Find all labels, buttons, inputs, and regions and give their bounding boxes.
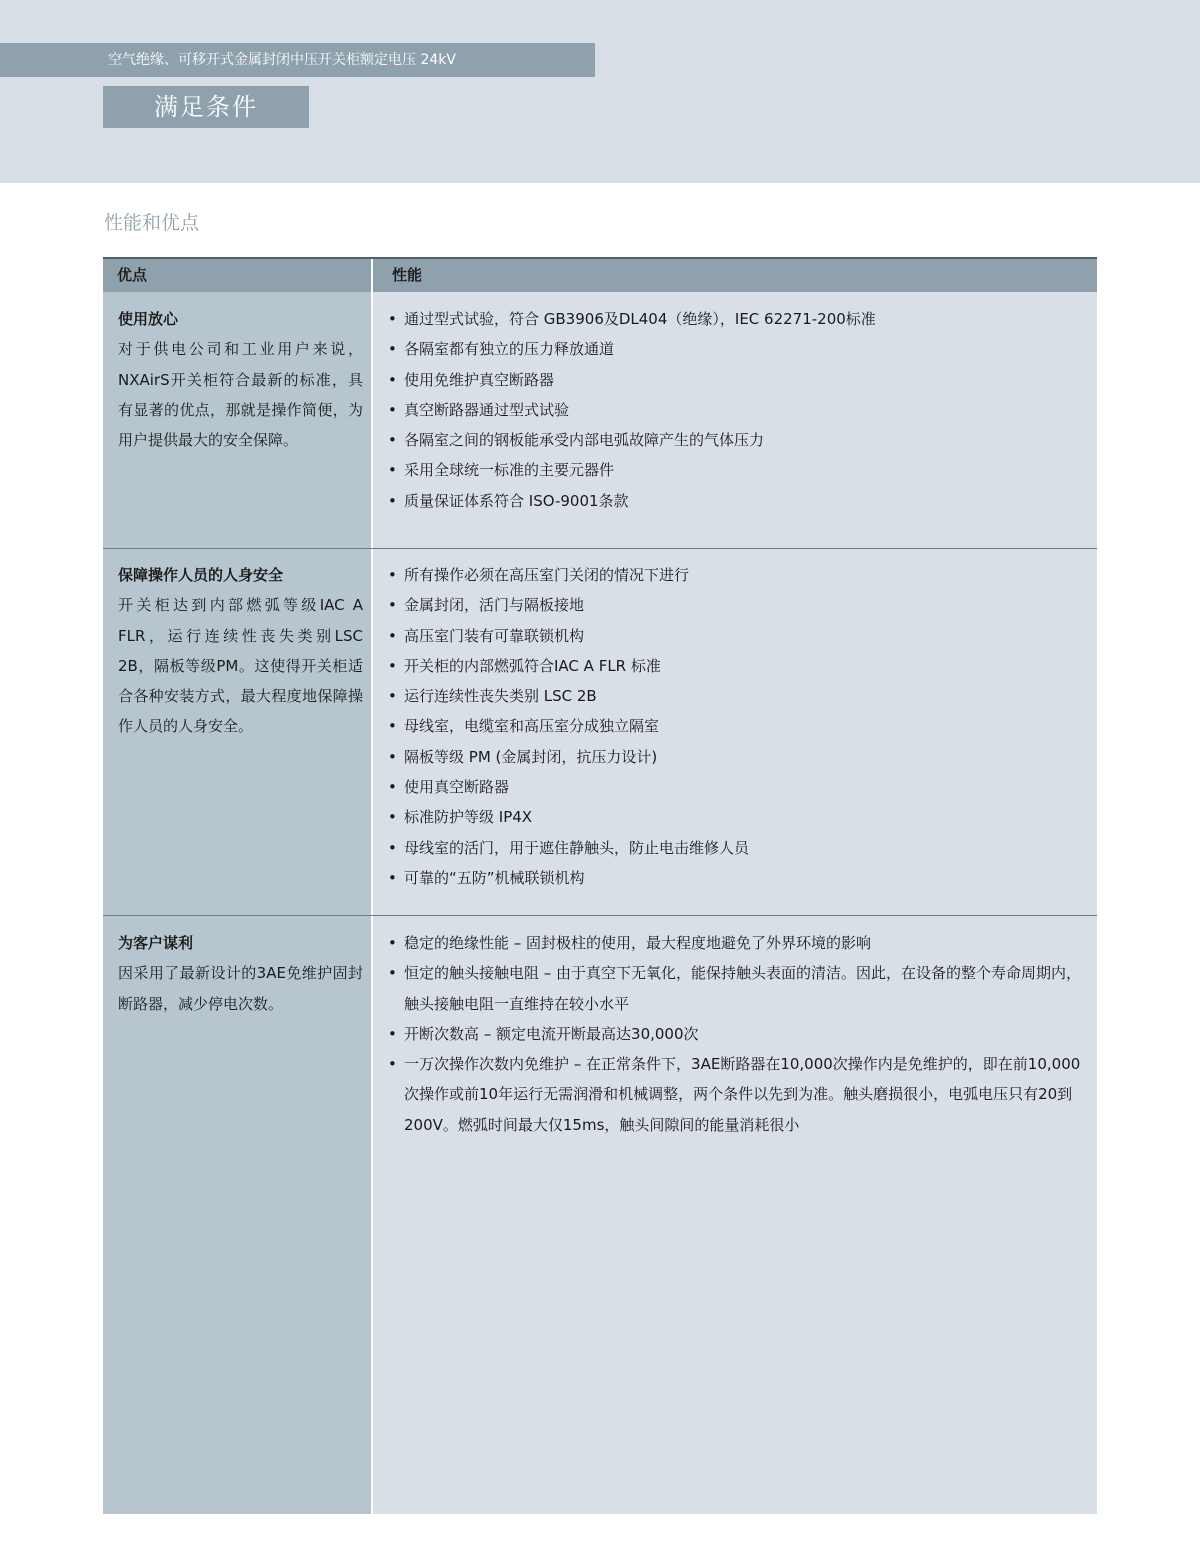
table-header — [103, 259, 1097, 292]
advantage-title: 使用放心 — [118, 310, 179, 328]
features-table — [103, 257, 1097, 1514]
performance-list — [386, 928, 1086, 1140]
list-item: • 隔板等级 PM (金属封闭，抗压力设计) — [386, 742, 1086, 772]
list-item: • 使用真空断路器 — [386, 772, 1086, 802]
list-item: • 通过型式试验，符合 GB3906及DL404（绝缘），IEC 62271-200标准 — [386, 304, 1086, 334]
advantage-description: 开关柜达到内部燃弧等级IAC A FLR，运行连续性丧失类别LSC 2B，隔板等级PM。这使得开关柜适合各种安装方式，最大程度地保障操作人员的人身安全。 — [118, 596, 363, 736]
list-item: • 母线室，电缆室和高压室分成独立隔室 — [386, 711, 1086, 741]
list-item: • 采用全球统一标准的主要元器件 — [386, 455, 1086, 485]
list-item: • 使用免维护真空断路器 — [386, 365, 1086, 395]
row-divider — [103, 548, 1097, 549]
document-subtitle: 空气绝缘、可移开式金属封闭中压开关柜额定电压 24kV — [0, 43, 595, 77]
page-title: 满足条件 — [103, 86, 309, 128]
column-header-performance: 性能 — [392, 266, 423, 284]
advantage-title: 为客户谋利 — [118, 934, 194, 952]
column-divider — [371, 259, 373, 1514]
list-item: • 各隔室之间的钢板能承受内部电弧故障产生的气体压力 — [386, 425, 1086, 455]
list-item: • 质量保证体系符合 ISO-9001条款 — [386, 486, 1086, 516]
section-heading: 性能和优点 — [104, 212, 200, 234]
performance-list — [386, 304, 1086, 516]
list-item: • 高压室门装有可靠联锁机构 — [386, 621, 1086, 651]
advantage-cell — [118, 928, 363, 1019]
list-item: • 各隔室都有独立的压力释放通道 — [386, 334, 1086, 364]
advantage-description: 对于供电公司和工业用户来说，NXAirS开关柜符合最新的标准，具有显著的优点，那就是操作简便，为用户提供最大的安全保障。 — [118, 340, 363, 450]
header-band — [0, 0, 1200, 183]
list-item: • 开关柜的内部燃弧符合IAC A FLR 标准 — [386, 651, 1086, 681]
advantage-cell — [118, 560, 363, 742]
column-header-advantages: 优点 — [117, 266, 148, 284]
list-item: • 母线室的活门，用于遮住静触头，防止电击维修人员 — [386, 833, 1086, 863]
list-item: • 标准防护等级 IP4X — [386, 802, 1086, 832]
advantage-description: 因采用了最新设计的3AE免维护固封断路器，减少停电次数。 — [118, 964, 363, 1013]
list-item: • 一万次操作次数内免维护 – 在正常条件下，3AE断路器在10,000次操作内是免维护的，即在前10,000次操作或前10年运行无需润滑和机械调整，两个条件以先到为准。触头磨损很小，电弧电压只有20到200V。燃弧时间最大仅15ms，触头间隙间的能量消耗很小 — [386, 1049, 1086, 1140]
list-item: • 所有操作必须在高压室门关闭的情况下进行 — [386, 560, 1086, 590]
row-divider — [103, 915, 1097, 916]
list-item: • 金属封闭，活门与隔板接地 — [386, 590, 1086, 620]
list-item: • 开断次数高 – 额定电流开断最高达30,000次 — [386, 1019, 1086, 1049]
list-item: • 恒定的触头接触电阻 – 由于真空下无氧化，能保持触头表面的清洁。因此，在设备的整个寿命周期内，触头接触电阻一直维持在较小水平 — [386, 958, 1086, 1019]
list-item: • 稳定的绝缘性能 – 固封极柱的使用，最大程度地避免了外界环境的影响 — [386, 928, 1086, 958]
list-item: • 运行连续性丧失类别 LSC 2B — [386, 681, 1086, 711]
performance-list — [386, 560, 1086, 893]
list-item: • 真空断路器通过型式试验 — [386, 395, 1086, 425]
advantage-cell — [118, 304, 363, 455]
list-item: • 可靠的“五防”机械联锁机构 — [386, 863, 1086, 893]
advantages-column — [103, 292, 371, 1514]
advantage-title: 保障操作人员的人身安全 — [118, 566, 284, 584]
